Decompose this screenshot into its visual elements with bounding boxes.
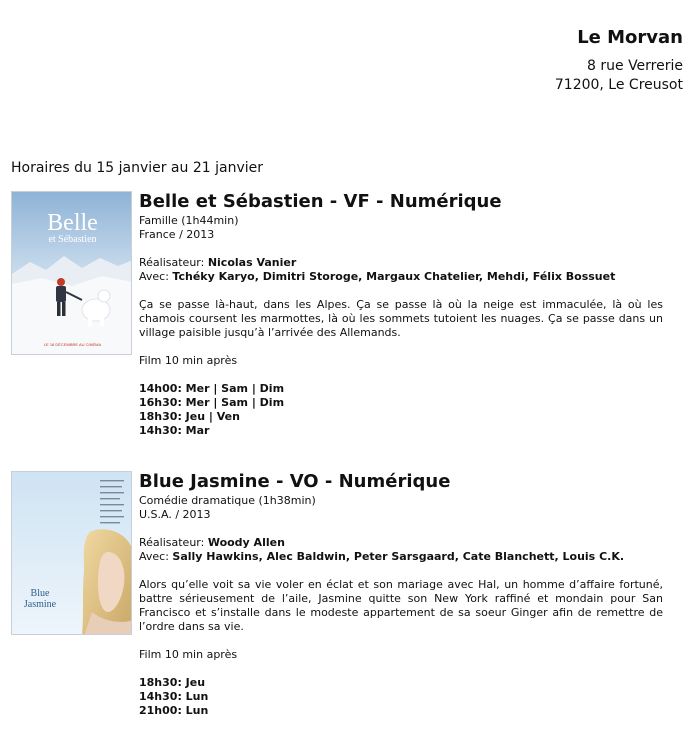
poster-title-line1: Belle (47, 210, 98, 236)
film-country-year: France / 2013 (139, 228, 215, 241)
director-label: Réalisateur: (139, 536, 208, 549)
film-genre: Famille (1h44min) (139, 214, 239, 227)
film-director (139, 536, 663, 550)
showtime-line: 14h30: Lun (139, 690, 209, 703)
film-poster (11, 191, 132, 355)
poster-belle-et-sebastien-image (12, 192, 132, 355)
film-title: Blue Jasmine - VO - Numérique (139, 471, 451, 492)
film-synopsis: Alors qu’elle voit sa vie voler en éclat et son mariage avec Hal, un homme d’affaire fortuné, battre sérieusement de l’aile, Jasmine quitte son New York raffiné et mondain pour San Francisco et s’installe dans le modeste appartement de sa soeur Ginger afin de remettre de l’ordre dans sa vie. (139, 578, 663, 633)
film-note: Film 10 min après (139, 648, 238, 661)
film-note: Film 10 min après (139, 354, 238, 367)
cast-label: Avec: (139, 550, 173, 563)
poster-title-line2: et Sébastien (48, 234, 97, 245)
director-name: Nicolas Vanier (207, 256, 297, 269)
poster-title-line1: Blue (30, 588, 50, 599)
film-cast (139, 270, 663, 284)
cinema-name: Le Morvan (577, 27, 683, 48)
film-info (139, 471, 663, 718)
showtime-line: 18h30: Jeu (139, 676, 206, 689)
showtime-line: 14h00: Mer | Sam | Dim (139, 382, 285, 395)
cinema-city: 71200, Le Creusot (554, 77, 683, 93)
film-country-year: U.S.A. / 2013 (139, 508, 211, 521)
showtime-line: 18h30: Jeu | Ven (139, 410, 240, 423)
poster-title-line2: Jasmine (23, 599, 57, 610)
film-synopsis: Ça se passe là-haut, dans les Alpes. Ça se passe là où la neige est immaculée, là où les chamois coursent les marmottes, là où les sommets tutoient les nuages. Ça se passe dans un village paisible jusqu’à l’arrivée des Allemands. (139, 298, 663, 339)
cast-names: Tchéky Karyo, Dimitri Storoge, Margaux Chatelier, Mehdi, Félix Bossuet (172, 270, 616, 283)
schedule-period: Horaires du 15 janvier au 21 janvier (11, 160, 263, 176)
cinema-address (555, 57, 683, 95)
showtime-line: 16h30: Mer | Sam | Dim (139, 396, 285, 409)
cast-names: Sally Hawkins, Alec Baldwin, Peter Sarsgaard, Cate Blanchett, Louis C.K. (172, 550, 625, 563)
director-name: Woody Allen (207, 536, 285, 549)
poster-release-text: LE 18 DÉCEMBRE AU CINÉMA (43, 342, 102, 347)
cinema-header (555, 27, 683, 95)
film-title: Belle et Sébastien - VF - Numérique (139, 191, 502, 212)
showtime-line: 21h00: Lun (139, 704, 209, 717)
cinema-street: 8 rue Verrerie (587, 58, 683, 74)
poster-blue-jasmine-image (12, 472, 132, 635)
film-director (139, 256, 663, 270)
film-info (139, 191, 663, 438)
director-label: Réalisateur: (139, 256, 208, 269)
showtime-line: 14h30: Mar (139, 424, 210, 437)
film-cast (139, 550, 663, 564)
film-poster (11, 471, 132, 635)
cast-label: Avec: (139, 270, 173, 283)
film-genre: Comédie dramatique (1h38min) (139, 494, 316, 507)
